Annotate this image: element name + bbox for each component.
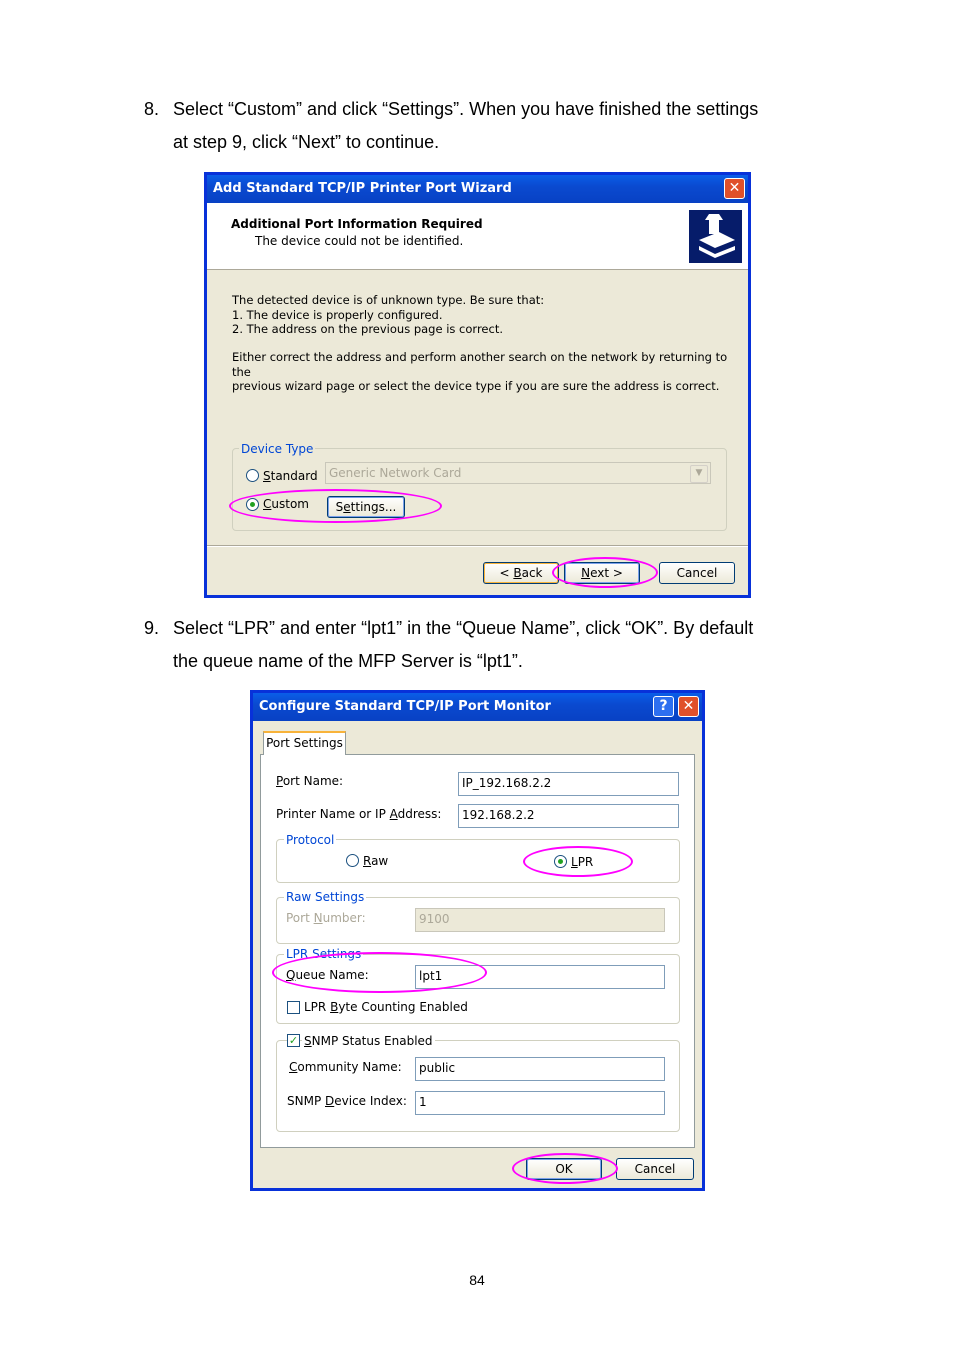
device-type-select[interactable] <box>325 462 711 484</box>
lpr-radio[interactable] <box>554 855 567 868</box>
tab-port-settings[interactable]: Port Settings <box>263 731 346 755</box>
step-line: Select “Custom” and click “Settings”. When you have finished the settings <box>173 99 759 119</box>
cancel-button[interactable]: Cancel <box>616 1158 694 1180</box>
raw-radio[interactable] <box>346 854 359 867</box>
port-number-label: Port Number: <box>286 911 366 925</box>
wizard-title: Add Standard TCP/IP Printer Port Wizard <box>213 181 512 196</box>
step-line: Select “LPR” and enter “lpt1” in the “Queue Name”, click “OK”. By default <box>173 618 754 638</box>
info-paragraph <box>232 293 544 337</box>
step-number: 8. <box>144 99 160 119</box>
monitor-title-bar <box>253 693 702 721</box>
custom-label[interactable]: Custom <box>263 497 309 511</box>
snmp-group <box>276 1040 680 1132</box>
text-line: Either correct the address and perform another search on the network by returning to the <box>232 350 728 379</box>
port-number-input[interactable]: 9100 <box>415 908 665 932</box>
device-index-label: SNMP Device Index: <box>287 1094 407 1108</box>
lpr-label[interactable]: LPR <box>571 855 594 869</box>
back-button[interactable]: < Back <box>483 562 559 584</box>
header-title: Additional Port Information Required <box>231 217 483 231</box>
step-line: the queue name of the MFP Server is “lpt1”. <box>173 651 523 671</box>
protocol-title: Protocol <box>286 833 335 847</box>
port-name-label: Port Name: <box>276 774 344 788</box>
header-subtitle: The device could not be identified. <box>255 234 464 248</box>
standard-radio[interactable] <box>246 469 259 482</box>
byte-counting-checkbox[interactable] <box>287 1001 300 1014</box>
device-index-input[interactable]: 1 <box>415 1091 665 1115</box>
text-line: previous wizard page or select the device type if you are sure the address is correct. <box>232 379 720 393</box>
next-button[interactable]: Next > <box>564 562 640 584</box>
text-line: 1. The device is properly configured. <box>232 307 443 322</box>
text-line: The detected device is of unknown type. Be sure that: <box>232 293 545 307</box>
byte-counting-label[interactable]: LPR Byte Counting Enabled <box>304 1000 468 1014</box>
device-type-group <box>232 448 727 531</box>
port-name-input[interactable]: IP_192.168.2.2 <box>458 772 679 796</box>
step-number: 9. <box>144 618 160 638</box>
printer-address-input[interactable]: 192.168.2.2 <box>458 804 679 828</box>
chevron-down-icon[interactable]: ▼ <box>690 465 708 483</box>
printer-address-label: Printer Name or IP Address: <box>276 807 442 821</box>
cancel-button[interactable]: Cancel <box>659 562 735 584</box>
queue-name-label: Queue Name: <box>286 968 369 982</box>
text-line: 2. The address on the previous page is correct. <box>232 322 503 336</box>
community-name-label: Community Name: <box>289 1060 402 1074</box>
page-number: 84 <box>469 1272 485 1288</box>
standard-label[interactable]: Standard <box>263 469 318 483</box>
device-type-title: Device Type <box>241 442 314 456</box>
settings-button[interactable]: Settings... <box>327 496 405 518</box>
printer-icon <box>689 210 742 263</box>
snmp-checkbox[interactable]: ✓ <box>288 1034 299 1047</box>
wizard-title-bar <box>207 175 748 203</box>
info-paragraph <box>232 350 748 394</box>
select-value: Generic Network Card <box>329 466 462 480</box>
lpr-settings-title: LPR Settings <box>286 947 362 961</box>
custom-radio[interactable] <box>246 498 259 511</box>
community-name-input[interactable]: public <box>415 1057 665 1081</box>
queue-name-input[interactable]: lpt1 <box>415 965 665 989</box>
raw-label[interactable]: Raw <box>363 854 389 868</box>
protocol-group <box>276 839 680 883</box>
monitor-title: Configure Standard TCP/IP Port Monitor <box>259 699 551 714</box>
step-line: at step 9, click “Next” to continue. <box>173 132 440 152</box>
port-monitor-window <box>250 690 705 1191</box>
wizard-window <box>204 172 751 598</box>
raw-settings-title: Raw Settings <box>286 890 365 904</box>
help-icon[interactable]: ? <box>653 696 674 717</box>
snmp-enabled-label[interactable]: SNMP Status Enabled <box>304 1034 433 1048</box>
ok-button[interactable]: OK <box>526 1158 602 1180</box>
close-icon[interactable]: ✕ <box>678 696 699 717</box>
wizard-header <box>207 203 748 270</box>
separator <box>207 545 748 547</box>
close-icon[interactable]: ✕ <box>724 178 745 199</box>
